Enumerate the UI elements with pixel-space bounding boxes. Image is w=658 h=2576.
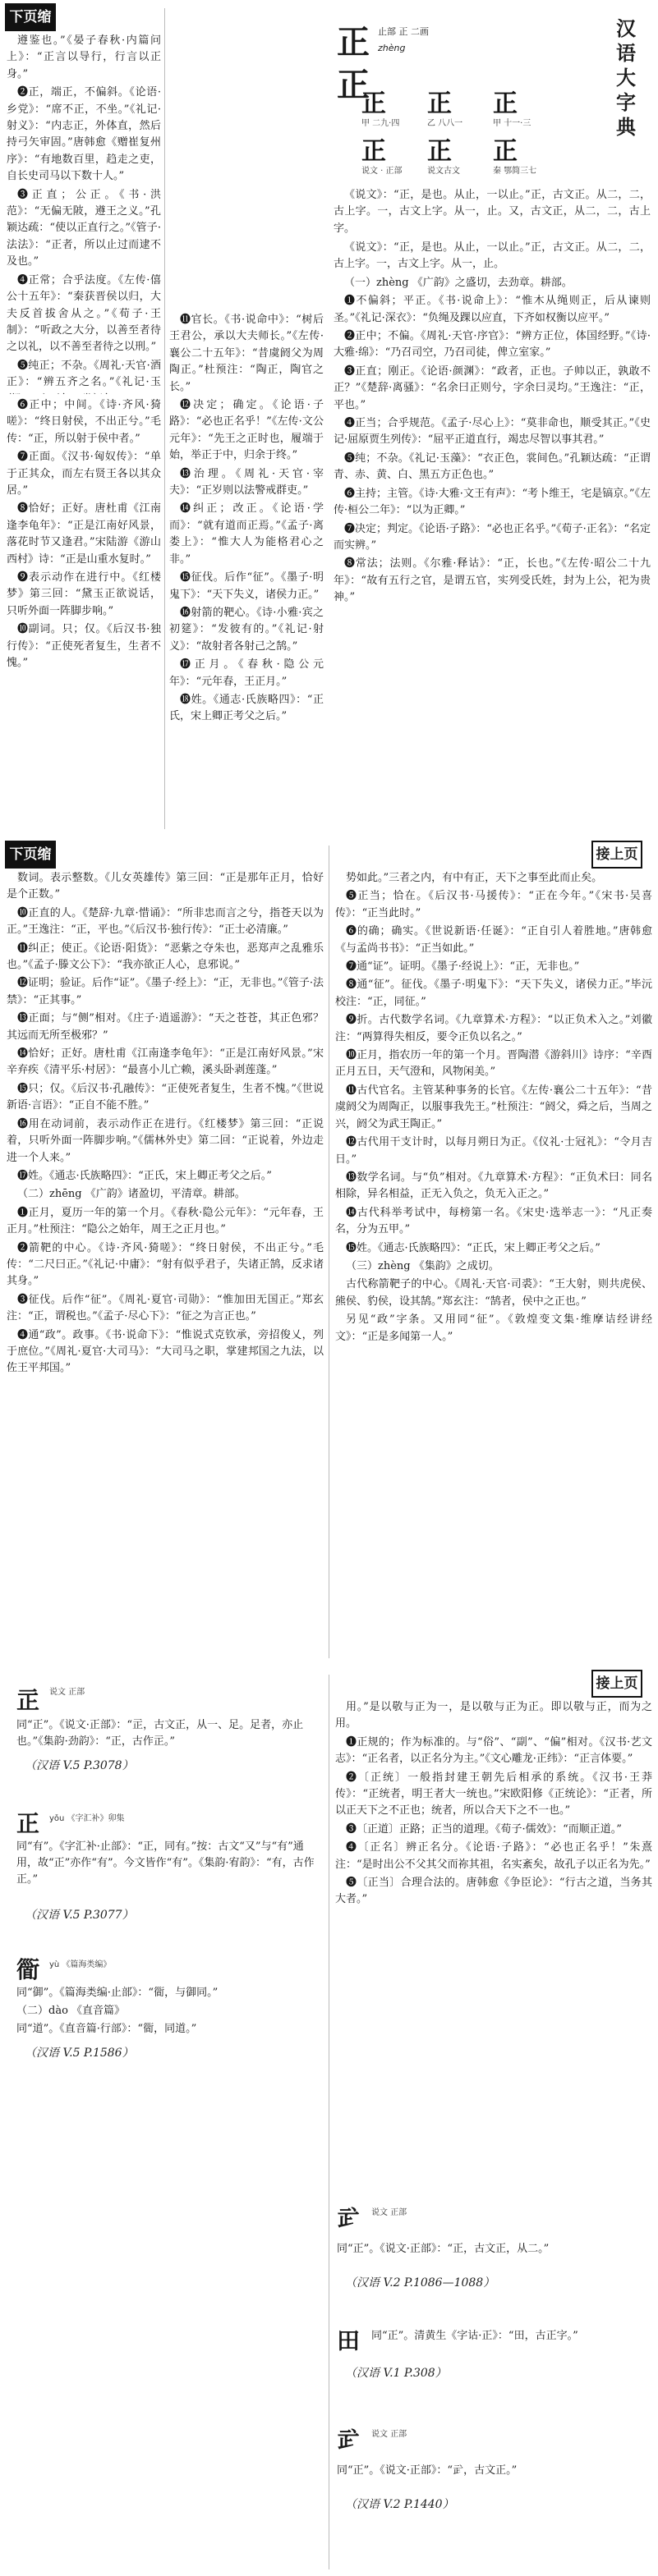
handwritten-reference: （汉语 V.2 P.1086—1088） — [345, 2276, 495, 2290]
paragraph: ❹正常；合乎法度。《左传·僖公十五年》：“秦获晋侯以归，大夫反首拔舍从之。”《荀子·王制》：“听政之大分，以善至者待之以礼，以不善至者待之以刑。” — [7, 273, 161, 354]
form-caption: 甲 二九·四 — [361, 119, 400, 128]
paragraph: （一）zhèng 《广韵》之盛切，去劲章。耕部。 — [344, 276, 573, 289]
page-1 — [0, 0, 658, 837]
entry-source-note: yǒu 《字汇补》卯集 — [49, 1814, 125, 1823]
handwritten-reference: （汉语 V.2 P.1440） — [345, 2498, 454, 2511]
page3-right-col — [335, 1699, 652, 2184]
entry-intro — [334, 187, 651, 236]
paragraph: ⓱正月。《春秋·隐公元年》：“元年春，王正月。” — [169, 658, 324, 688]
form-cell — [493, 138, 552, 176]
paragraph: ❷箭靶的中心。《诗·齐风·猗嗟》：“终日射侯，不出正兮。”毛传：“二尺曰正。”《礼记·中庸》：“射有似乎君子，失诸正鹄，反求诸其身。” — [7, 1241, 324, 1288]
paragraph: ❽常法；法则。《尔雅·释诂》：“正，长也。”《左传·昭公二十九年》：“故有五行之官，是谓五官，实列受氏姓，封为上公，祀为贵神。” — [334, 557, 651, 604]
paragraph: ⓫古代官名。主管某种事务的长官。《左传·襄公二十五年》：“昔虞阏父为周陶正，以服事我先王。”杜预注：“阏父，舜之后，当周之兴，阏父为武王陶正。” — [335, 1084, 652, 1130]
paragraph: ⓮古代科举考试中，每榜第一名。《宋史·选举志一》：“凡正奏名，分为五甲。” — [335, 1206, 652, 1236]
paragraph: ⓱姓。《通志·氏族略四》：“正氏，宋上卿正考父之后。” — [17, 1169, 272, 1182]
entry-character: 㱐 — [337, 2204, 361, 2231]
entry-source-note: 说文 正部 — [371, 2208, 407, 2217]
paragraph: ⓬决定；确定。《论语·子路》：“必也正名乎！”《左传·文公元年》：“先王之正时也，履端于始，举正于中，归余于终。” — [169, 399, 324, 462]
handwritten-reference: （汉语 V.5 P.3078） — [25, 1759, 134, 1772]
paragraph: ❼正面。《汉书·匈奴传》：“单于正其众，而左右贤王各以其众居。” — [7, 451, 161, 497]
paragraph: ❷正，端正，不偏斜。《论语·乡党》：“席不正，不坐。”《礼记·射义》：“内志正，外体直，然后持弓矢审固。”唐韩愈《赠崔复州序》：“有地数百里，趋走之吏，自长史司马以下数十人。” — [7, 86, 161, 183]
jie-shang-label: 接上页 — [591, 841, 642, 869]
xia-bian-label: 下页缩 — [5, 841, 56, 869]
paragraph: ❺纯；不杂。《礼记·玉藻》：“衣正色，裳间色。”孔颖达疏：“正谓青、赤、黄、白、黑五方正色也。” — [334, 451, 651, 482]
paragraph: ⓫纠正；使正。《论语·阳货》：“恶紫之夺朱也，恶郑声之乱雅乐也。”《孟子·滕文公下》：“我亦欲正人心，息邪说。” — [7, 942, 324, 972]
paragraph: ❼通“证”。证明。《墨子·经说上》：“正，无非也。” — [346, 960, 580, 974]
form-cell — [361, 138, 421, 176]
form-glyph: 正 — [493, 89, 518, 118]
paragraph: ⓯只；仅。《后汉书·孔融传》：“正使死者复生，生者不愧。”《世说新语·言语》：“正自不能不胜。” — [7, 1082, 324, 1112]
paragraph: ❶正规的；作为标准的。与“俗”、“副”、“偏”相对。《汉书·艺文志》：“正名者，以正名分为主。”《文心雕龙·正纬》：“正言体要。” — [335, 1735, 652, 1766]
paragraph: ❻的确；确实。《世说新语·任诞》：“正自引人着胜地。”唐韩愈《与孟尚书书》：“正当如此。” — [335, 925, 652, 955]
paragraph: 另见“政”字条。又用同“征”。《敦煌变文集·维摩诘经讲经文》：“正是多闻第一人。” — [335, 1313, 652, 1343]
handwritten-reference: （汉语 V.1 P.308） — [345, 2367, 447, 2380]
paragraph: ❶正月，夏历一年的第一个月。《春秋·隐公元年》：“元年春，王正月。”杜预注：“隐公之始年，周王之正月也。” — [7, 1206, 324, 1236]
form-glyph: 正 — [427, 89, 452, 118]
paragraph: ❸正直；刚正。《论语·颜渊》：“政者，正也。子帅以正，孰敢不正？”《楚辞·离骚》：“名余曰正则兮，字余曰灵均。”王逸注：“正，平也。” — [334, 364, 651, 411]
entry-character: 㱐 — [337, 2426, 361, 2453]
paragraph: ⓭正面；与“侧”相对。《庄子·逍遥游》：“天之苍苍，其正色邪？其远而无所至极邪？” — [7, 1012, 324, 1042]
entry-definition: 同“御”。《篇海类编·止部》：“衟，与御同。” — [16, 1987, 219, 1999]
form-cell — [361, 90, 421, 129]
form-cell — [427, 90, 486, 129]
page-3 — [0, 1666, 658, 2576]
paragraph: ❻主持；主管。《诗·大雅·文王有声》：“考卜维王，宅是镐京。”《左传·桓公二年》：“以为正卿。” — [334, 487, 651, 517]
head-character-variant: 正 — [337, 66, 370, 104]
form-cell — [427, 138, 486, 176]
paragraph: ❹正当；合乎规范。《孟子·尽心上》：“莫非命也，顺受其正。”《史记·屈原贾生列传》：“屈平正道直行，竭忠尽智以事其君。” — [334, 417, 651, 447]
paragraph: ⓭治理。《周礼·天官·宰夫》：“正岁则以法警戒群吏。” — [169, 467, 324, 497]
entry-definition: 同“正”。《说文·正部》：“正，古文正，从二。” — [337, 2243, 550, 2255]
paragraph: ❹通“政”。政事。《书·说命下》：“惟说式克钦承，旁招俊乂，列于庶位。”《周礼·夏官·大司马》：“大司马之职，掌建邦国之九法，以佐王平邦国。” — [7, 1328, 324, 1375]
entry-source-note: yù 《篇海类编》 — [49, 1960, 112, 1969]
paragraph: ⓰射箭的靶心。《诗·小雅·宾之初筵》：“发彼有的。”《礼记·射义》：“故射者各射己之鹄。” — [169, 606, 324, 653]
paragraph: ❷正中；不偏。《周礼·天官·序官》：“辨方正位，体国经野。”《诗·大雅·绵》：“乃召司空，乃召司徒，俾立室家。” — [334, 330, 651, 360]
paragraph: ❿副词。只；仅。《后汉书·独行传》：“正使死者复生，生者不愧。” — [7, 623, 161, 670]
entry-character: 衟 — [16, 1956, 40, 1983]
paragraph: ⓲姓。《通志·氏族略四》：“正氏，宋上卿正考父之后。” — [169, 693, 324, 723]
paragraph: ❷〔正统〕一般指封建王朝先后相承的系统。《汉书·王莽传》：“正统者，明王者大一统也。”宋欧阳修《正统论》：“正者，所以正天下之不正也；统者，所以合天下之不一也。” — [335, 1771, 652, 1817]
form-glyph: 正 — [361, 89, 386, 118]
form-cell — [493, 90, 552, 129]
paragraph: 用。”是以敬与正为一，是以敬与正为正。即以敬与正，而为之用。 — [335, 1701, 652, 1730]
paragraph: ⓯征伐。后作“征”。《墨子·明鬼下》：“天下失义，诸侯力正。” — [169, 571, 324, 601]
entry-definition: 同“正”。《说文·正部》：“㱏，古文正，从一、足。足者，亦止也。”《集韵·劲韵》：“正，古作㱏。” — [16, 1719, 304, 1748]
paragraph: ⓭数学名词。与“负”相对。《九章算术·方程》：“正负术曰：同名相除，异名相益，正无入负之，负无入正之。” — [335, 1171, 652, 1201]
entry-definition: 同“道”。《直音篇·行部》：“衟，同道。” — [16, 2023, 197, 2035]
paragraph: ❺〔正当〕合理合法的。唐韩愈《争臣论》：“行古之道，当务其大者。” — [335, 1877, 652, 1906]
page1-left-col-top — [7, 33, 161, 394]
paragraph: 《说文》：“正，是也。从止，一以止。”正，古文正。从二，二，古上字。一，古文上字。从一，止。又，古文正，从二，二，古上字。 — [334, 189, 651, 235]
entry-character: 㱏 — [16, 1687, 40, 1714]
handwritten-reference: （汉语 V.5 P.3077） — [25, 1909, 134, 1922]
xia-bian-label: 下页缩 — [5, 3, 56, 31]
paragraph: ❹〔正名〕辨正名分。《论语·子路》：“必也正名乎！”朱熹注：“是时出公不父其父而祢其祖，名实紊矣，故孔子以正名为先。” — [335, 1841, 652, 1871]
page1-mid-col — [169, 312, 324, 829]
paragraph: ⓮纠正；改正。《论语·学而》：“就有道而正焉。”《孟子·离娄上》：“惟大人为能格君心之非。” — [169, 502, 324, 566]
paragraph: ❿正月，指农历一年的第一个月。晋陶潜《游斜川》诗序：“辛酉正月五日，天气澄和，风物闲美。” — [335, 1049, 652, 1079]
form-glyph: 正 — [361, 137, 386, 166]
paragraph: （三）zhèng 《集韵》之成切。 — [346, 1259, 499, 1272]
page1-left-col-bottom — [7, 397, 161, 832]
entry-source-note: 说文 正部 — [371, 2430, 407, 2439]
entry-character: 正 — [16, 1810, 40, 1837]
paragraph: ❽恰好；正好。唐杜甫《江南逢李龟年》：“正是江南好风景，落花时节又逢君。”宋陆游《游山西村》诗：“正是山重水复时。” — [7, 502, 161, 566]
paragraph: 数词。表示整数。《儿女英雄传》第三回：“正是那年正月，恰好是个正数。” — [7, 872, 324, 901]
paragraph: ❿正直的人。《楚辞·九章·惜诵》：“所非忠而言之兮，指苍天以为正。”王逸注：“正，平也。”《后汉书·独行传》：“正士必清廉。” — [7, 906, 324, 937]
entry-character: 田 — [337, 2327, 361, 2354]
head-character: 正 — [337, 23, 370, 62]
page2-left-col — [7, 870, 324, 1658]
paragraph: ⓬古代用干支计时，以每月朔日为正。《仪礼·士冠礼》：“令月吉日。” — [335, 1136, 652, 1166]
paragraph: ⓰用在动词前，表示动作正在进行。《红楼梦》第三回：“正说着，只听外面一阵脚步响。”《儒林外史》第二回：“正说着，外边走进一个人来。” — [7, 1117, 324, 1164]
page1-right-col — [334, 240, 651, 831]
entry-definition: 同“正”。清黄生《字诂·正》：“田，古正字。” — [371, 2330, 578, 2342]
paragraph: ⓮恰好；正好。唐杜甫《江南逢李龟年》：“正是江南好风景。”宋辛弃疾《清平乐·村居》：“最喜小儿亡赖，溪头卧剥莲蓬。” — [7, 1047, 324, 1077]
paragraph: ⓬证明；验证。后作“证”。《墨子·经上》：“正，无非也。”《管子·法禁》：“正其事。” — [7, 977, 324, 1006]
entry-definition: 同“有”。《字汇补·止部》：“正，同有。”按：古文“又”与“有”通用，故“正”亦作“有”。今文皆作“有”。《集韵·宥韵》：“有，古作正。” — [16, 1840, 315, 1886]
entry-definition: 同“正”。《说文·正部》：“㱐，古文正。” — [337, 2464, 518, 2477]
paragraph: ⓫官长。《书·说命中》：“树后王君公，承以大夫师长。”《左传·襄公二十五年》：“昔虞阏父为周陶正。”杜预注：“陶正，陶官之长。” — [169, 314, 324, 393]
form-caption: 秦 鄂简三七 — [493, 167, 537, 176]
entry-source-note: 说文 正部 — [49, 1688, 85, 1697]
column-label: 止部 正 二画 — [378, 26, 429, 37]
paragraph: ❺正当；恰在。《后汉书·马援传》：“正在今年。”《宋书·吴喜传》：“正当此时。” — [335, 890, 652, 919]
paragraph: ❻正中；中间。《诗·齐风·猗嗟》：“终日射侯，不出正兮。”毛传：“正，所以射于侯中者。” — [7, 399, 161, 445]
paragraph: ❽通“征”。征伐。《墨子·明鬼下》：“天下失义，诸侯力正。”毕沅校注：“正，同征。” — [335, 979, 652, 1008]
paragraph: ❶不偏斜；平正。《书·说命上》：“惟木从绳则正，后从谏则圣。”《礼记·深衣》：“负绳及踝以应直，下齐如权衡以应平。” — [334, 295, 651, 324]
paragraph: 势如此。”三者之内，有中有正，天下之事至此而止矣。 — [346, 872, 603, 884]
paragraph: ⓯姓。《通志·氏族略四》：“正氏，宋上卿正考父之后。” — [346, 1241, 600, 1254]
paragraph: 遵鉴也。”《晏子春秋·内篇问上》：“正言以导行，行言以正身。” — [7, 34, 161, 80]
paragraph: 古代称箭靶子的中心。《周礼·天官·司裘》：“王大射，则共虎侯、熊侯、豹侯，设其鹄。”郑玄注：“鹄者，侯中之正也。” — [335, 1278, 652, 1308]
head-pinyin: zhèng — [378, 43, 406, 53]
paragraph: ❺纯正；不杂。《周礼·天官·酒正》：“辨五齐之名。”《礼记·玉 — [7, 359, 161, 389]
paragraph: ❼决定；判定。《论语·子路》：“必也正名乎。”《荀子·正名》：“名定而实辨。” — [334, 522, 651, 552]
form-caption: 说文 · 正部 — [361, 167, 403, 176]
page2-right-col — [335, 870, 652, 1658]
column-divider — [164, 8, 165, 829]
form-caption: 乙 八八一 — [427, 119, 463, 128]
form-caption: 甲 十一·三 — [493, 119, 531, 128]
paragraph: ❸正直；公正。《书·洪范》：“无偏无陂，遵王之义。”孔颖达疏：“使以正直行之。”《管子·法法》：“正者，所以止过而逮不及也。” — [7, 188, 161, 268]
dictionary-title: 汉语大字典 — [616, 17, 636, 139]
form-caption: 说文古文 — [427, 167, 460, 176]
paragraph: ❸〔正道〕正路；正当的道理。《荀子·儒效》：“而顺正道。” — [346, 1822, 622, 1836]
form-glyph: 正 — [493, 137, 518, 166]
handwritten-reference: （汉语 V.5 P.1586） — [25, 2047, 134, 2060]
paragraph: 《说文》：“正，是也。从止，一以止。”正，古文正。从二，二，古上字。一，古文上字。从一，止。 — [334, 241, 651, 271]
jie-shang-label: 接上页 — [591, 1670, 642, 1698]
paragraph: （二）zhēng 《广韵》诸盈切，平清章。耕部。 — [17, 1188, 246, 1201]
paragraph: ❾折。古代数学名词。《九章算术·方程》：“以正负术入之。”刘徽注：“两算得失相反，要令正负以名之。” — [335, 1014, 652, 1043]
entry-definition: （二）dào 《直音篇》 — [16, 2005, 126, 2017]
page-2 — [0, 837, 658, 1666]
paragraph: ❸征伐。后作“征”。《周礼·夏官·司勋》：“惟加田无国正。”郑玄注：“正，谓税也。”《孟子·尽心下》：“征之为言正也。” — [7, 1293, 324, 1323]
paragraph: ❾表示动作在进行中。《红楼梦》第三回：“黛玉正欲说话，只听外面一阵脚步响。” — [7, 571, 161, 617]
form-glyph: 正 — [427, 137, 452, 166]
